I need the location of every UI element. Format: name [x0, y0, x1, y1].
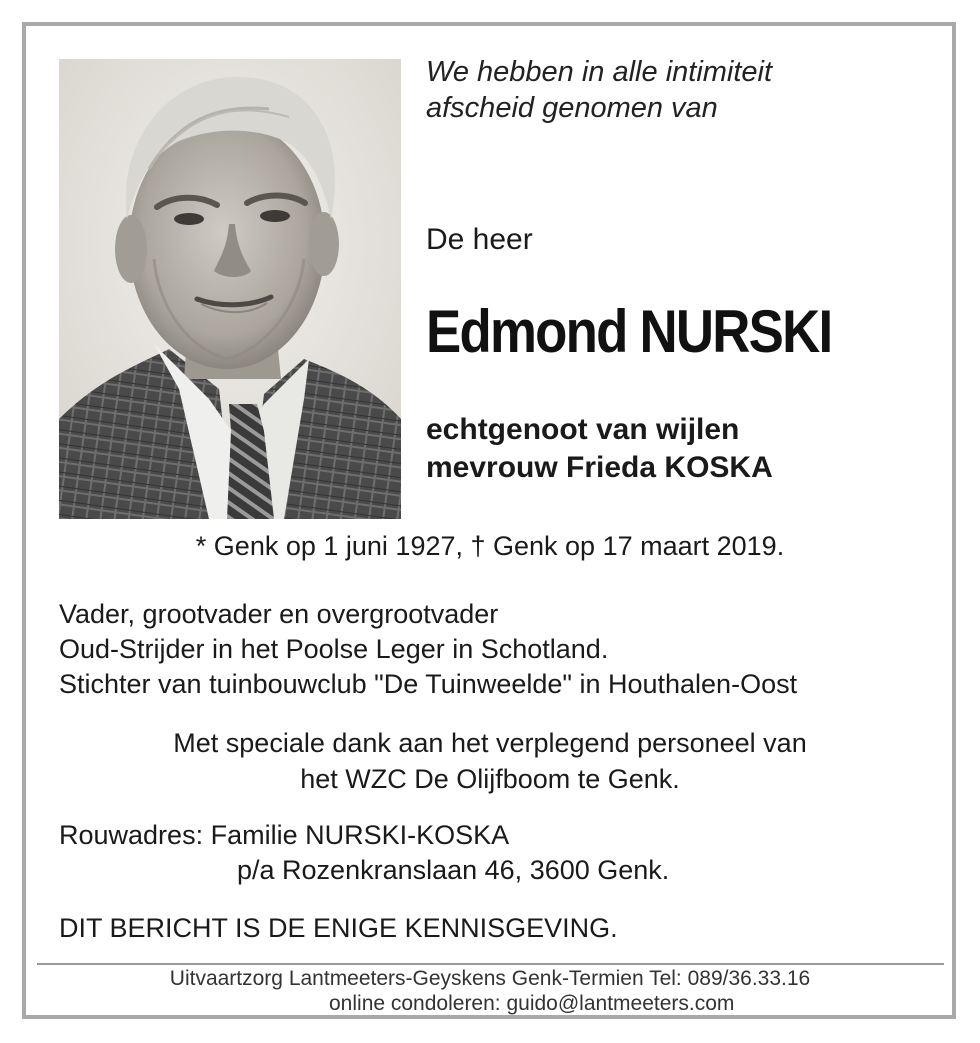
- birth-death-dates: * Genk op 1 juni 1927, † Genk op 17 maart 2019.: [195, 531, 785, 561]
- thanks-line-2: het WZC De Olijfboom te Genk.: [300, 764, 680, 794]
- bio-line-1: Vader, grootvader en overgrootvader: [59, 599, 499, 629]
- bio-line-3: Stichter van tuinbouwclub "De Tuinweelde" in Houthalen-Oost: [59, 669, 798, 699]
- funeral-home-line: Uitvaartzorg Lantmeeters-Geyskens Genk-Termien Tel: 089/36.33.16: [169, 967, 811, 990]
- intro-line-2: afscheid genomen van: [426, 92, 718, 124]
- mourning-address-line-1: Rouwadres: Familie NURSKI-KOSKA: [59, 820, 510, 850]
- honorific: De heer: [426, 223, 533, 256]
- biography: [59, 597, 797, 702]
- notice-statement: DIT BERICHT IS DE ENIGE KENNISGEVING.: [59, 913, 618, 943]
- mourning-address-line-2: p/a Rozenkranslaan 46, 3600 Genk.: [237, 855, 670, 885]
- intro-line-1: We hebben in alle intimiteit: [426, 56, 773, 88]
- spouse-line-2: mevrouw Frieda KOSKA: [426, 451, 773, 484]
- condolence-line: online condoleren: guido@lantmeeters.com: [329, 992, 735, 1015]
- spouse-text: [426, 411, 773, 487]
- intro-text: [426, 54, 772, 126]
- portrait-photo: [59, 59, 401, 519]
- bio-line-2: Oud-Strijder in het Poolse Leger in Schotland.: [59, 634, 609, 664]
- thanks-text: [0, 725, 980, 797]
- deceased-name: Edmond NURSKI: [426, 298, 832, 365]
- spouse-line-1: echtgenoot van wijlen: [426, 413, 740, 446]
- thanks-line-1: Met speciale dank aan het verplegend personeel van: [173, 728, 807, 758]
